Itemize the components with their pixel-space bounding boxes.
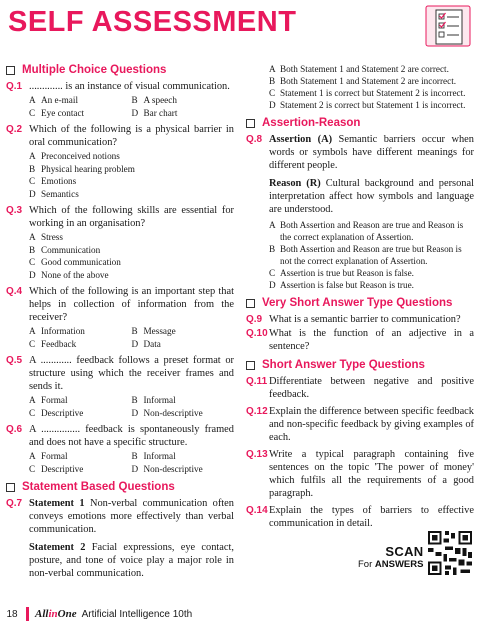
options-q6 [29,450,234,475]
option-d: D Bar chart [131,107,178,118]
option-b: B Informal [131,451,176,461]
question-3: Q.3 Which of the following skills are essential for working in an organisation? [6,205,234,229]
checkbox-icon [6,66,15,75]
option-b: B Both Statement 1 and Statement 2 are incorrect. [269,76,457,86]
question-9: Q.9 What is a semantic barrier to communication? [246,314,461,325]
option-a: A Stress [29,232,63,242]
option-d: D Non-descriptive [131,463,203,474]
checkbox-icon [246,119,255,128]
option-d: D Semantics [29,188,79,199]
scan-for-answers: SCAN For ANSWERS [358,544,424,570]
book-title: Artificial Intelligence 10th [81,608,193,620]
options-q5 [29,394,234,419]
question-11: Q.11 Differentiate between negative and positive feedback. [246,376,474,400]
option-c: C Emotions [29,176,77,186]
option-b: B Informal [131,395,176,405]
option-a: A An e-mail [29,95,78,105]
checklist-icon [424,4,472,48]
question-14: Q.14 Explain the types of barriers to effective communication in detail. [246,505,474,529]
section-heading-very-short: Very Short Answer Type Questions [246,297,474,309]
option-b: B Physical hearing problem [29,163,135,174]
option-a: A Formal [29,395,68,405]
option-c: C Descriptive [29,463,84,474]
left-column [6,64,234,583]
option-d: D Non-descriptive [131,407,203,418]
question-6: Q.6 A ............... feedback is spontaneously framed and does not have a specific structure. [6,424,234,448]
section-heading-short: Short Answer Type Questions [246,359,474,371]
option-d: D Assertion is false but Reason is true. [269,280,414,290]
brand-logo: AllinOne [35,608,77,620]
checkbox-icon [6,483,15,492]
option-d: D Statement 2 is correct but Statement 1 is incorrect. [269,100,466,110]
question-7: Q.7 Statement 1 Non-verbal communication often conveys emotions more effectively than verbal communication. [6,498,234,535]
option-c: C Assertion is true but Reason is false. [269,268,414,278]
option-b: B A speech [131,95,177,105]
options-q7 [269,63,474,111]
option-b: B Message [131,326,176,336]
qr-code[interactable] [426,528,474,578]
checkbox-icon [246,361,255,370]
page-footer [0,603,480,625]
question-2: Q.2 Which of the following is a physical barrier in oral communication? [6,124,234,148]
option-c: C Descriptive [29,407,84,418]
options-q4 [29,325,234,350]
option-c: C Eye contact [29,107,85,118]
question-1: Q.1 ............. is an instance of visual communication. [6,81,230,92]
option-c: C Good communication [29,257,121,267]
option-a: A Formal [29,451,68,461]
option-a: A Preconceived notions [29,151,120,161]
option-a: A Information [29,326,85,336]
statement-2: Statement 2 Facial expressions, eye contact, posture, and tone of voice play a major role in non-verbal communication. [29,542,234,579]
option-a: A Both Assertion and Reason are true and Reason is the correct explanation of Assertion. [269,220,464,242]
question-5: Q.5 A ............ feedback follows a preset format or structure using which the receiver frames and sends it. [6,355,234,392]
question-12: Q.12 Explain the difference between specific feedback and non-specific feedback by giving examples of each. [246,406,474,443]
page-number: 18 [6,608,18,620]
option-b: B Both Assertion and Reason are true but Reason is not the correct explanation of Assertion. [269,244,462,266]
option-a: A Both Statement 1 and Statement 2 are correct. [269,64,449,74]
options-q3 [29,231,234,281]
checkbox-icon [246,299,255,308]
footer-divider [26,607,29,621]
section-heading-statement: Statement Based Questions [6,481,234,493]
option-c: C Feedback [29,338,77,349]
options-q8 [269,219,474,291]
options-q1 [29,94,234,119]
option-d: D None of the above [29,269,109,280]
option-b: B Communication [29,244,101,255]
options-q2 [29,150,234,200]
option-c: C Statement 1 is correct but Statement 2 is incorrect. [269,88,466,98]
section-heading-assertion: Assertion-Reason [246,117,474,129]
right-column [246,64,474,531]
reason: Reason (R) Cultural background and personal interpretation affect how symbols and language are understood. [269,178,474,215]
question-4: Q.4 Which of the following is an important step that helps in collection of information from the receiver? [6,286,234,323]
question-13: Q.13 Write a typical paragraph containing five sentences on the topic 'The power of money' which fulfils all the requirements of a good paragraph. [246,449,474,499]
question-8: Q.8 Assertion (A) Semantic barriers occur when words or symbols have different meanings for different people. [246,134,474,171]
option-d: D Data [131,338,161,349]
section-heading-mcq: Multiple Choice Questions [6,64,234,76]
page-title: SELF ASSESSMENT [8,6,297,38]
question-10: Q.10 What is the function of an adjective in a sentence? [246,328,474,352]
